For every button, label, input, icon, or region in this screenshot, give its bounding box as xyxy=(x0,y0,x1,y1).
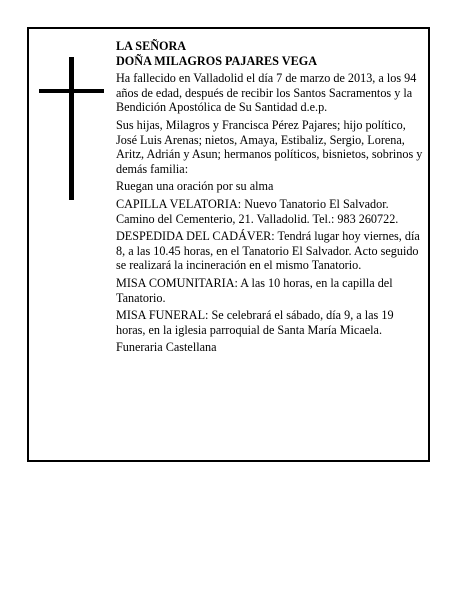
deceased-name: DOÑA MILAGROS PAJARES VEGA xyxy=(116,53,318,68)
notice-title: LA SEÑORA xyxy=(116,39,187,53)
notice-text xyxy=(116,39,424,358)
community-mass-info: MISA COMUNITARIA: A las 10 horas, en la capilla del Tanatorio. xyxy=(116,275,393,305)
death-announcement: Ha fallecido en Valladolid el día 7 de marzo de 2013, a los 94 años de edad, después de recibir los Santos Sacramentos y la Bendición Apostólica de Su Santidad d.e.p. xyxy=(116,71,417,115)
funeral-home-name: Funeraria Castellana xyxy=(116,340,217,355)
wake-chapel-info: CAPILLA VELATORIA: Nuevo Tanatorio El Salvador. Camino del Cementerio, 21. Valladolid. Tel.: 983 260722. xyxy=(116,196,399,226)
obituary-notice xyxy=(27,27,430,462)
prayer-request: Ruegan una oración por su alma xyxy=(116,179,274,194)
cross-vertical-bar xyxy=(69,57,74,200)
farewell-info: DESPEDIDA DEL CADÁVER: Tendrá lugar hoy viernes, día 8, a las 10.45 horas, en el Tanatorio El Salvador. Acto seguido se realizará la incineración en el mismo Tanatorio. xyxy=(116,229,420,273)
family-list: Sus hijas, Milagros y Francisca Pérez Pajares; hijo político, José Luis Arenas; nietos, Amaya, Estibaliz, Sergio, Lorena, Aritz, Adrián y Asun; hermanos políticos, bisnietos, sobrinos y demás familia: xyxy=(116,117,423,176)
funeral-mass-info: MISA FUNERAL: Se celebrará el sábado, día 9, a las 19 horas, en la iglesia parroquial de Santa María Micaela. xyxy=(116,308,394,337)
cross-horizontal-bar xyxy=(39,89,104,93)
